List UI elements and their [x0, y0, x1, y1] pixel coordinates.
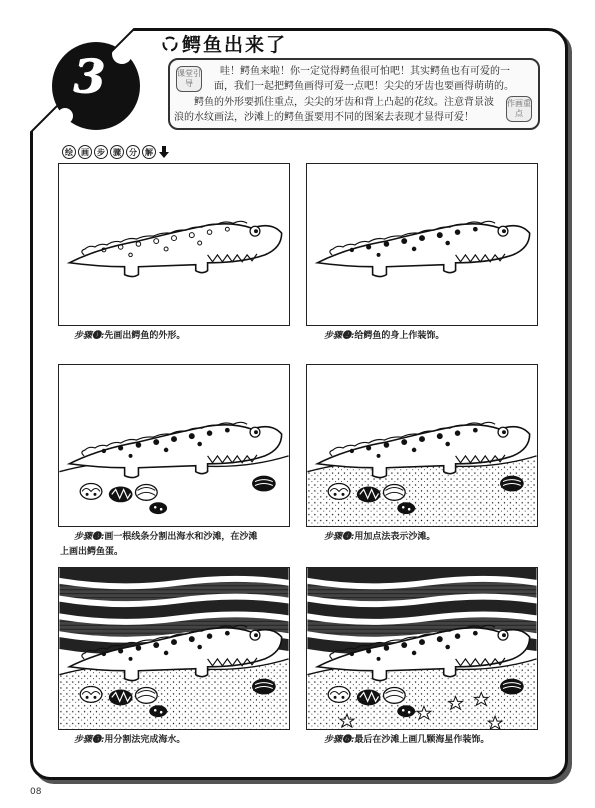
step-2-caption [324, 329, 444, 344]
left-tag: 课堂引导 [176, 66, 202, 92]
step-4-caption [324, 530, 435, 545]
step-5-illustration [58, 567, 290, 730]
step-5-caption [74, 733, 185, 748]
intro-para2-line1: 鳄鱼的外形要抓住重点，尖尖的牙齿和背上凸起的花纹。注意背景波 [194, 97, 494, 108]
intro-para2-line2: 浪的水纹画法，沙滩上的鳄鱼蛋要用不同的图案去表现才显得可爱！ [174, 112, 474, 123]
step-1-caption [74, 329, 185, 344]
step-4-illustration [306, 364, 538, 527]
step-6-illustration [306, 567, 538, 730]
step-1-label: 步骤❶: [74, 331, 105, 341]
step-2-illustration [306, 163, 538, 326]
step-6-text: 最后在沙滩上画几颗海星作装饰。 [354, 735, 490, 745]
step-1-illustration [58, 163, 290, 326]
step-5-text: 用分割法完成海水。 [104, 735, 186, 745]
section-char: 骤 [110, 145, 124, 159]
arrow-down-icon [158, 146, 170, 158]
intro-box [168, 58, 540, 130]
page-number: 08 [30, 787, 42, 797]
step-1-text: 先画出鳄鱼的外形。 [104, 331, 186, 341]
section-char: 步 [94, 145, 108, 159]
title-icon [162, 36, 178, 56]
steps-section-label [62, 145, 170, 159]
right-tag: 作画重点 [506, 96, 532, 122]
step-3-label: 步骤❸: [74, 532, 105, 542]
step-2-label: 步骤❷: [324, 331, 355, 341]
section-char: 分 [126, 145, 140, 159]
intro-para1-line1: 哇！鳄鱼来啦！你一定觉得鳄鱼很可怕吧！其实鳄鱼也有可爱的一 [220, 66, 510, 77]
step-6-label: 步骤❻: [324, 735, 355, 745]
section-char: 画 [78, 145, 92, 159]
step-2-text: 给鳄鱼的身上作装饰。 [354, 331, 445, 341]
section-char: 绘 [62, 145, 76, 159]
step-5-label: 步骤❺: [74, 735, 105, 745]
step-3-caption [60, 530, 290, 560]
lesson-title: 鳄鱼出来了 [182, 34, 288, 56]
step-3-illustration [58, 364, 290, 527]
step-4-label: 步骤❹: [324, 532, 355, 542]
step-3-text: 画一根线条分割出海水和沙滩，在沙滩 [104, 532, 258, 542]
section-char: 解 [142, 145, 156, 159]
step-3-text-cont: 上画出鳄鱼蛋。 [60, 547, 124, 557]
step-4-text: 用加点法表示沙滩。 [354, 532, 436, 542]
lesson-number: 3 [74, 50, 107, 104]
intro-para1-line2: 面，我们一起把鳄鱼画得可爱一点吧！尖尖的牙齿也要画得萌萌的。 [214, 81, 514, 92]
step-6-caption [324, 733, 489, 748]
